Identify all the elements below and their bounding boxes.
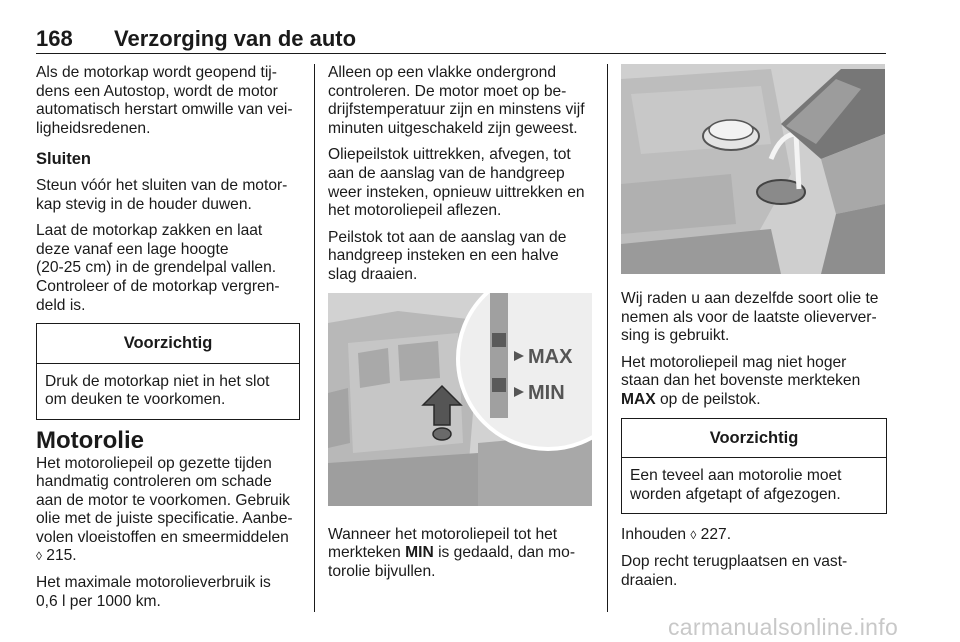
column-1 [36,64,300,619]
page-header [36,26,886,52]
oil-filling-illustration [621,64,885,274]
reference-arrow-icon: ◊ [36,549,42,564]
page-title: Verzorging van de auto [114,26,357,51]
min-mark: MIN [405,544,434,562]
max-level-paragraph: Het motoroliepeil mag niet hoger staan dan het bovenste merkteken MAX op de peilstok. [621,353,861,408]
column-3 [621,64,887,598]
caution-body-oil: Een teveel aan motorolie moet worden afgetapt of afgezogen. [630,467,842,503]
sluiten-paragraph-1: Steun vóór het sluiten van de motor- kap stevig in de houder duwen. [36,176,288,213]
label-min: MIN [528,381,565,404]
caution-title-oil: Voorzichtig [622,419,886,459]
motorolie-paragraph-1: Het motoroliepeil op gezette tijden handmatig controleren om schade aan de motor te voorkomen. Gebruik olie met de juiste specificatie. Aanbe- volen vloeistoffen en smeermiddelen ◊ 215. [36,454,293,565]
check-paragraph-4: Wanneer het motoroliepeil tot het merkteken MIN is gedaald, dan mo- torolie bijvullen. [328,525,576,580]
reference-arrow-icon: ◊ [690,528,697,543]
column-divider-2 [607,64,608,612]
column-divider-1 [314,64,315,612]
oil-type-paragraph: Wij raden u aan dezelfde soort olie te nemen als voor de laatste olieverver- sing is gebruikt. [621,290,879,345]
section-heading-motorolie: Motorolie [36,426,144,454]
cap-paragraph: Dop recht terugplaatsen en vast- draaien. [621,552,848,589]
label-max: MAX [528,345,573,368]
intro-paragraph: Als de motorkap wordt geopend tij- dens een Autostop, wordt de motor automatisch herstart omwille van vei- ligheidsredenen. [36,64,293,137]
engine-dipstick-drawing [328,293,592,506]
engine-oil-fill-drawing [621,64,885,274]
dipstick-illustration [328,293,592,506]
caution-box-oil [621,418,887,515]
caution-body: Druk de motorkap niet in het slot om deuken te voorkomen. [45,372,270,409]
page-number: 168 [36,26,73,51]
caution-box-hood [36,323,300,420]
check-paragraph-3: Peilstok tot aan de aanslag van de handgreep insteken en een halve slag draaien. [328,228,567,283]
page-reference-link[interactable]: 215. [46,547,77,565]
sluiten-paragraph-2: Laat de motorkap zakken en laat deze vanaf een lage hoogte (20-25 cm) in de grendelpal vallen. Controleer of de motorkap vergren- deld is. [36,222,280,314]
capacity-paragraph: Inhouden ◊ 227. [621,526,732,544]
page-reference-link[interactable]: 227. [700,526,732,544]
watermark: carmanualsonline.info [668,614,899,640]
check-paragraph-1: Alleen op een vlakke ondergrond controleren. De motor moet op be- drijfstemperatuur zijn en minstens vijf minuten uitgeschakeld zijn geweest. [328,64,585,137]
caution-title: Voorzichtig [37,324,299,364]
max-mark: MAX [621,390,656,408]
header-rule [36,53,886,54]
check-paragraph-2: Oliepeilstok uittrekken, afvegen, tot aan de aanslag van de handgreep weer insteken, opnieuw uittrekken en het motoroliepeil aflezen. [328,146,585,220]
motorolie-paragraph-2: Het maximale motorolieverbruik is 0,6 l per 1000 km. [36,574,271,610]
column-2 [328,64,592,589]
section-heading-sluiten: Sluiten [36,150,92,169]
